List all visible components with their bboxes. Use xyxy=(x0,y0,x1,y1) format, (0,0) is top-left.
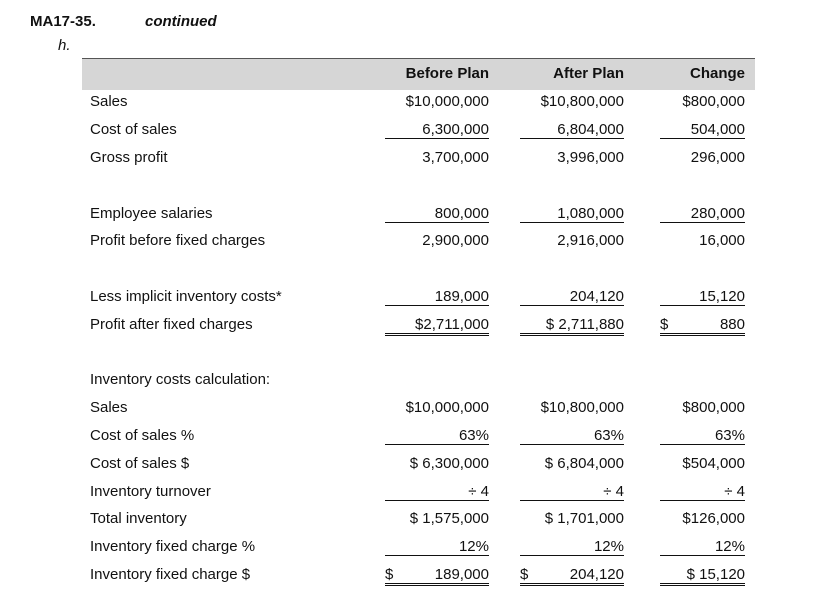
cell-change: $ 15,120 xyxy=(660,566,745,586)
cell-change: 280,000 xyxy=(660,205,745,223)
row-label: Sales xyxy=(90,399,128,416)
cell-change: ÷ 4 xyxy=(660,483,745,501)
cell-after: $10,800,000 xyxy=(540,399,624,416)
cell-after: 63% xyxy=(520,427,624,445)
currency-symbol: $ xyxy=(385,566,394,583)
cell-after: 12% xyxy=(520,538,624,556)
row-label: Sales xyxy=(90,93,128,110)
cell-before: 189,000 xyxy=(385,288,489,306)
cell-before: $ 1,575,000 xyxy=(409,510,489,527)
cell-value: 189,000 xyxy=(434,566,489,583)
cell-after: $ 6,804,000 xyxy=(544,455,624,472)
row-label: Profit after fixed charges xyxy=(90,316,253,333)
cell-after: 3,996,000 xyxy=(557,149,624,166)
cell-value: 204,120 xyxy=(569,566,624,583)
cell-change: $800,000 xyxy=(682,93,745,110)
cell-change: 12% xyxy=(660,538,745,556)
cell-change: $126,000 xyxy=(682,510,745,527)
cell-before: $ 6,300,000 xyxy=(409,455,489,472)
row-label: Less implicit inventory costs* xyxy=(90,288,282,305)
cell-after: 2,916,000 xyxy=(557,232,624,249)
row-label: Gross profit xyxy=(90,149,168,166)
currency-symbol: $ xyxy=(660,316,669,333)
cell-change: $504,000 xyxy=(682,455,745,472)
column-header-after: After Plan xyxy=(553,65,624,82)
cell-after: $ 2,711,880 xyxy=(520,316,624,336)
cell-before: $10,000,000 xyxy=(405,399,489,416)
cell-change: 63% xyxy=(660,427,745,445)
cell-value: 880 xyxy=(719,316,745,333)
cell-before: 6,300,000 xyxy=(385,121,489,139)
section-title: Inventory costs calculation: xyxy=(90,371,271,388)
row-label: Cost of sales % xyxy=(90,427,195,444)
problem-number: MA17-35. xyxy=(30,13,96,30)
row-label: Inventory fixed charge $ xyxy=(90,566,251,583)
column-header-change: Change xyxy=(689,65,745,82)
cell-before: 12% xyxy=(385,538,489,556)
row-label: Cost of sales $ xyxy=(90,455,190,472)
cell-after: 1,080,000 xyxy=(520,205,624,223)
cell-after: $ 1,701,000 xyxy=(544,510,624,527)
row-label: Inventory turnover xyxy=(90,483,211,500)
cell-change: 296,000 xyxy=(690,149,745,166)
continued-label: continued xyxy=(145,13,217,30)
cell-change: 15,120 xyxy=(660,288,745,306)
cell-change xyxy=(660,316,745,336)
cell-change: 16,000 xyxy=(699,232,745,249)
cell-before: $2,711,000 xyxy=(385,316,489,336)
cell-before: ÷ 4 xyxy=(385,483,489,501)
currency-symbol: $ xyxy=(520,566,529,583)
row-label: Inventory fixed charge % xyxy=(90,538,256,555)
cell-before: 63% xyxy=(385,427,489,445)
part-label: h. xyxy=(58,37,71,54)
cell-before: 800,000 xyxy=(385,205,489,223)
cell-before: 2,900,000 xyxy=(422,232,489,249)
cell-change: 504,000 xyxy=(660,121,745,139)
cell-after: 6,804,000 xyxy=(520,121,624,139)
cell-after xyxy=(520,566,624,586)
row-label: Cost of sales xyxy=(90,121,177,138)
cell-before: $10,000,000 xyxy=(405,93,489,110)
cell-change: $800,000 xyxy=(682,399,745,416)
row-label: Total inventory xyxy=(90,510,187,527)
column-header-before: Before Plan xyxy=(405,65,489,82)
cell-after: 204,120 xyxy=(520,288,624,306)
cell-before: 3,700,000 xyxy=(422,149,489,166)
cell-after: ÷ 4 xyxy=(520,483,624,501)
row-label: Profit before fixed charges xyxy=(90,232,266,249)
cell-after: $10,800,000 xyxy=(540,93,624,110)
row-label: Employee salaries xyxy=(90,205,213,222)
cell-before xyxy=(385,566,489,586)
